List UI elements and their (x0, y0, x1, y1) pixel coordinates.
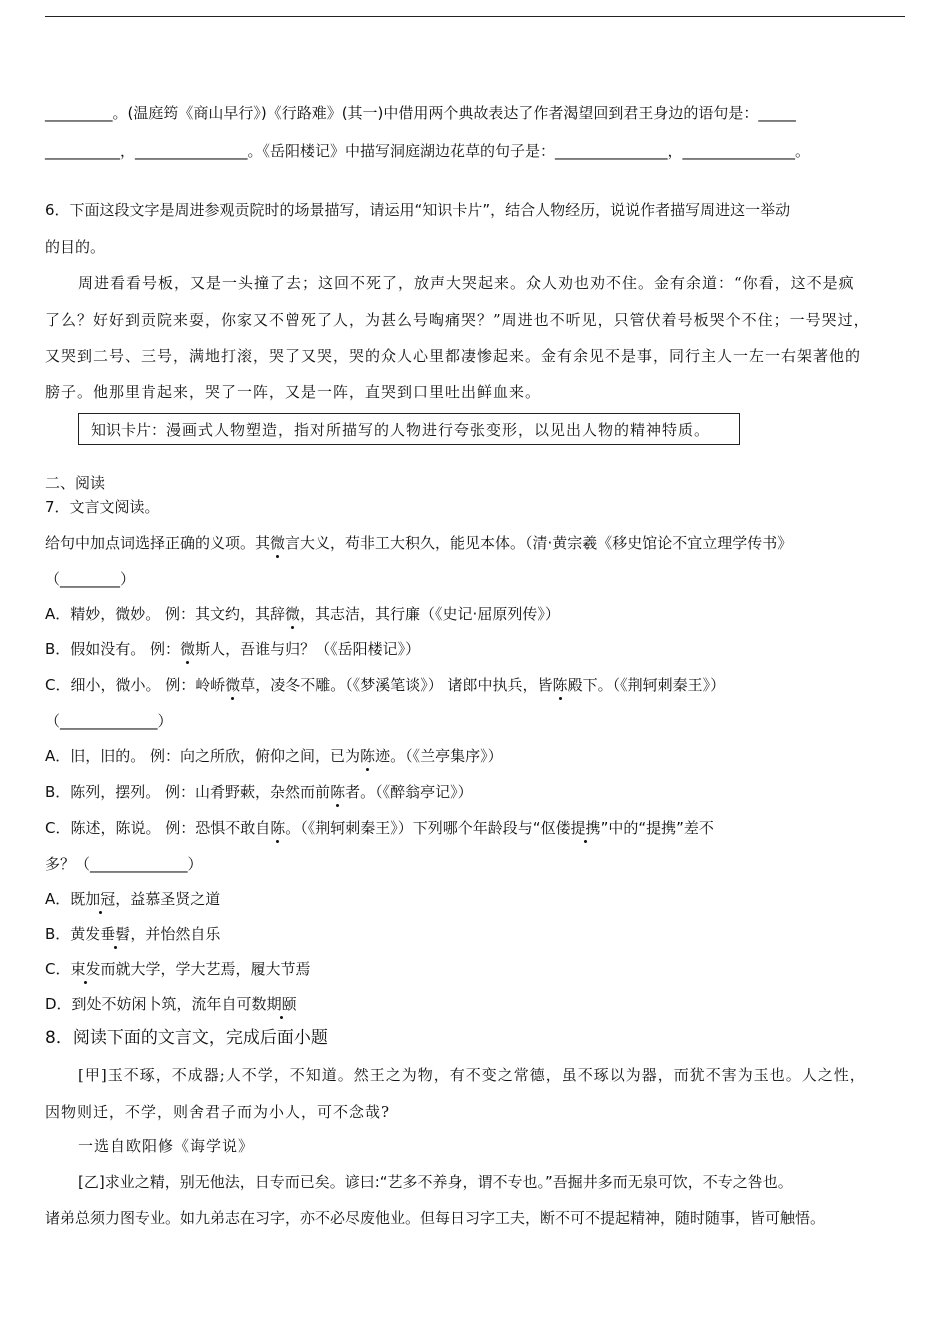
option-text: 者。（《醉翁亭记》） (345, 783, 473, 801)
dotted-word: 陈 (552, 676, 568, 694)
option-text: C．陈述，陈说。 例：恐惧不敢自 (45, 819, 271, 837)
age-option-a (45, 888, 220, 910)
option-text: C．细小，微小。 例：岭峤 (45, 676, 226, 694)
dotted-word: 微 (270, 534, 286, 552)
dotted-word: 束发 (70, 960, 101, 978)
option-text: ”中的“提携”差不 (600, 819, 714, 837)
knowledge-card-text: 漫画式人物塑造，指对所描写的人物进行夸张变形，以见出人物的精神特质。 (166, 421, 711, 439)
dotted-word: 陈 (330, 783, 346, 801)
option-text: C． (45, 960, 71, 978)
dotted-word: 陈 (270, 819, 286, 837)
fill-blank-line-1: _________。(温庭筠《商山早行》)《行路难》(其一)中借用两个典故表达了作者渴望回到君王身边的语句是：_____ (45, 104, 796, 122)
knowledge-card-label: 知识卡片： (91, 421, 167, 439)
age-option-c (45, 958, 311, 980)
question-6-line-2: 的目的。 (45, 238, 106, 256)
passage-line-1: 周进看看号板，又是一头撞了去；这回不死了，放声大哭起来。众人劝也劝不住。金有余道：“你看，这不是疯 (78, 274, 855, 292)
dotted-word: 微 (285, 605, 301, 623)
header-rule (45, 16, 905, 17)
passage-jia-line-2: 因物则迁，不学，则舍君子而为小人，可不念哉? (45, 1103, 391, 1121)
option-text: ，其志洁，其行廉（《史记·屈原列传》） (300, 605, 560, 623)
question-7-heading: 7．文言文阅读。 (45, 498, 160, 516)
passage-line-4: 膀子。他那里肯起来，哭了一阵，又是一阵，直哭到口里吐出鲜血来。 (45, 383, 542, 401)
option-text: 迹。（《兰亭集序》） (375, 747, 503, 765)
option-text: A．既 (45, 890, 86, 908)
q7-instruction-text-a: 给句中加点词选择正确的义项。其 (45, 534, 271, 552)
option-text: 而就大学，学大艺焉，履大节焉 (100, 960, 311, 978)
option-text: A．旧，旧的。 例：向之所欣，俯仰之间，已为 (45, 747, 361, 765)
passage-jia-line-1: [甲]玉不琢，不成器;人不学，不知道。然王之为物，有不变之常德，虽不琢以为器，而犹不害为玉也。人之性， (78, 1066, 866, 1084)
option-text: 。（《荆轲刺秦王》）下列哪个年龄段与“伛偻 (285, 819, 571, 837)
dotted-word: 垂髫 (100, 925, 131, 943)
dotted-word: 微 (225, 676, 241, 694)
option-b-1 (45, 638, 420, 660)
passage-line-2: 了么？好好到贡院来耍，你家又不曾死了人，为甚么号啕痛哭？”周进也不听见，只管伏着号板哭个不住；一号哭过， (45, 311, 870, 329)
option-text: ，并怡然自乐 (130, 925, 221, 943)
passage-yi-line-2: 诸弟总须力图专业。如九弟志在习字，亦不必尽废他业。但每日习字工夫，断不可不提起精神，随时随事，皆可触悟。 (45, 1209, 826, 1227)
option-a-1 (45, 603, 560, 625)
passage-line-3: 又哭到二号、三号，满地打滚，哭了又哭，哭的众人心里都凄惨起来。金有余见不是事，同行主人一左一右架著他的 (45, 347, 862, 365)
dotted-word: 微 (180, 640, 196, 658)
option-text: B．黄发 (45, 925, 101, 943)
passage-yi-line-1: [乙]求业之精，别无他法，日专而已矣。谚曰:“艺多不养身，谓不专也。”吾掘井多而无泉可饮，不专之咎也。 (78, 1173, 793, 1191)
option-text: B．假如没有。 例： (45, 640, 181, 658)
option-c-2 (45, 817, 714, 839)
q7-instruction (45, 532, 792, 554)
option-text: A．精妙，微妙。 例：其文约，其辞 (45, 605, 286, 623)
question-6-line-1: 6．下面这段文字是周进参观贡院时的场景描写，请运用“知识卡片”，结合人物经历，说说作者描写周进这一举动 (45, 201, 791, 219)
option-c-1 (45, 674, 725, 696)
dotted-word: 期颐 (266, 995, 297, 1013)
option-text: 草，凌冬不雕。（《梦溪笔谈》） 诸郎中执兵，皆 (240, 676, 553, 694)
option-text: B．陈列，摆列。 例：山肴野蔌，杂然而前 (45, 783, 331, 801)
q7-age-question: 多？（_____________） (45, 855, 203, 873)
dotted-word: 陈 (360, 747, 376, 765)
option-b-2 (45, 781, 473, 803)
section-2-heading: 二、阅读 (45, 474, 106, 492)
option-text: ，益慕圣贤之道 (115, 890, 221, 908)
option-a-2 (45, 745, 503, 767)
age-option-b (45, 923, 220, 945)
option-text: D．到处不妨闲卜筑，流年自可数 (45, 995, 267, 1013)
q7-instruction-text-b: 言大义，苟非工大积久，能见本体。（清·黄宗羲《移史馆论不宜立理学传书》 (285, 534, 793, 552)
dotted-word: 加冠 (85, 890, 116, 908)
option-text: 斯人，吾谁与归？（《岳阳楼记》） (195, 640, 421, 658)
knowledge-card (78, 413, 740, 445)
question-8-heading: 8．阅读下面的文言文，完成后面小题 (45, 1028, 328, 1048)
dotted-word: 提携 (570, 819, 601, 837)
age-option-d (45, 993, 297, 1015)
passage-jia-source: 一选自欧阳修《诲学说》 (78, 1137, 255, 1155)
answer-blank-2: （_____________） (45, 712, 173, 730)
option-text: 殿下。（《荆轲刺秦王》） (567, 676, 726, 694)
fill-blank-line-2: __________，_______________。《岳阳楼记》中描写洞庭湖边花草的句子是：_______________，_______________。 (45, 142, 811, 160)
answer-blank-1: （________） (45, 570, 136, 588)
